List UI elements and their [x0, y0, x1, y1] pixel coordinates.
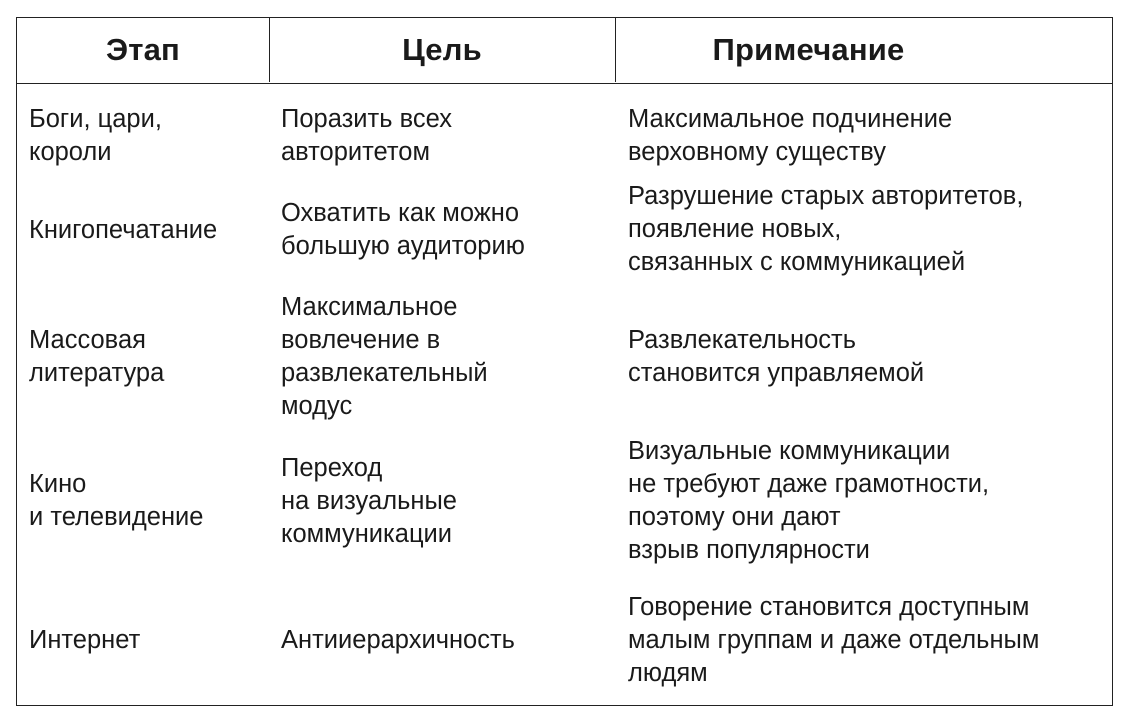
cell-line: и телевидение [29, 503, 204, 531]
table-row-1-note [628, 103, 952, 169]
cell-line: верховному существу [628, 138, 886, 166]
cell-line: вовлечение в [281, 326, 441, 354]
cell-line: Поразить всех [281, 105, 452, 133]
cell-line: взрыв популярности [628, 536, 870, 564]
table-row-1-stage [29, 103, 162, 169]
cell-line: Охватить как можно [281, 199, 520, 227]
table-row-3-stage [29, 324, 164, 390]
cell-line: большую аудиторию [281, 232, 525, 260]
cell-line: людям [628, 659, 708, 687]
comparison-table [16, 17, 1113, 706]
cell-line: развлекательный [281, 359, 488, 387]
cell-line: литература [29, 359, 165, 387]
cell-line: Интернет [29, 626, 141, 654]
cell-line: Максимальное подчинение [628, 105, 953, 133]
table-row-4-stage [29, 468, 203, 534]
cell-line: Кино [29, 470, 87, 498]
table-row-5-goal [281, 624, 515, 657]
table-row-5-note [628, 591, 1039, 690]
table-row-3-note [628, 324, 924, 390]
cell-line: короли [29, 138, 112, 166]
cell-line: модус [281, 392, 353, 420]
header-stage: Этап [105, 32, 180, 67]
cell-line: Антииерархичность [281, 626, 515, 654]
cell-line: Переход [281, 454, 383, 482]
cell-line: становится управляемой [628, 359, 925, 387]
cell-line: малым группам и даже отдельным [628, 626, 1040, 654]
table-row-1-goal [281, 103, 452, 169]
cell-line: Максимальное [281, 293, 458, 321]
table-row-3-goal [281, 291, 488, 423]
cell-line: на визуальные [281, 487, 457, 515]
cell-line: Книгопечатание [29, 216, 218, 244]
table-header-row [17, 18, 1112, 84]
cell-line: авторитетом [281, 138, 431, 166]
table-row-5-stage [29, 624, 140, 657]
cell-line: поэтому они дают [628, 503, 841, 531]
table-row-2-stage [29, 214, 217, 247]
table-row-2-goal [281, 197, 525, 263]
table-row-4-note [628, 435, 989, 567]
cell-line: не требуют даже грамотности, [628, 470, 990, 498]
cell-line: Визуальные коммуникации [628, 437, 951, 465]
header-goal: Цель [402, 32, 482, 67]
cell-line: Развлекательность [628, 326, 856, 354]
table-row-4-goal [281, 452, 457, 551]
table-row-2-note [628, 180, 1023, 279]
cell-line: коммуникации [281, 520, 453, 548]
cell-line: появление новых, [628, 215, 842, 243]
cell-line: Разрушение старых авторитетов, [628, 182, 1024, 210]
cell-line: Говорение становится доступным [628, 593, 1030, 621]
header-note: Примечание [712, 32, 905, 67]
cell-line: связанных с коммуникацией [628, 248, 966, 276]
cell-line: Массовая [29, 326, 146, 354]
cell-line: Боги, цари, [29, 105, 162, 133]
